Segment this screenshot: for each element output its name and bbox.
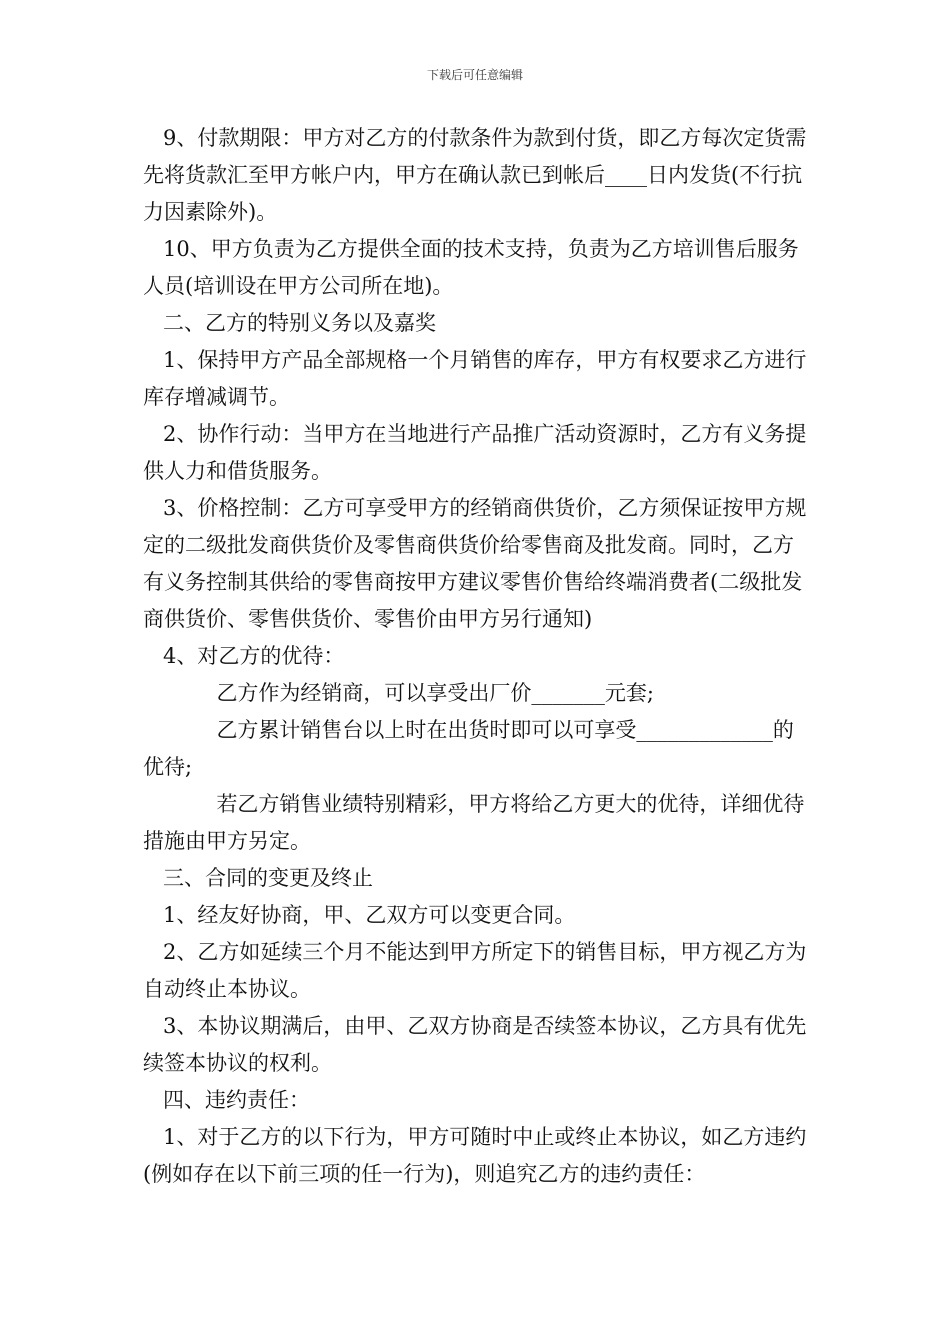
paragraph-breach: 1、对于乙方的以下行为，甲方可随时中止或终止本协议，如乙方违约(例如存在以下前三项的任一行为)，则追究乙方的违约责任： (143, 1125, 807, 1186)
paragraph-inventory: 1、保持甲方产品全部规格一个月销售的库存，甲方有权要求乙方进行库存增减调节。 (143, 348, 807, 409)
paragraph-excellent-performance: 若乙方销售业绩特别精彩，甲方将给乙方更大的优待，详细优待措施由甲方另定。 (143, 792, 805, 853)
section-heading-liability: 四、违约责任： (143, 1088, 311, 1112)
paragraph-technical-support: 10、甲方负责为乙方提供全面的技术支持，负责为乙方培训售后服务人员(培训设在甲方公司所在地)。 (143, 237, 799, 298)
paragraph-payment-terms: 9、付款期限：甲方对乙方的付款条件为款到付货，即乙方每次定货需先将货款汇至甲方帐户内，甲方在确认款已到帐后____日内发货(不行抗力因素除外)。 (143, 126, 807, 224)
section-heading-obligations: 二、乙方的特别义务以及嘉奖 (143, 311, 437, 335)
section-heading-change-termination: 三、合同的变更及终止 (143, 866, 374, 890)
paragraph-cooperation: 2、协作行动：当甲方在当地进行产品推广活动资源时，乙方有义务提供人力和借货服务。 (143, 422, 807, 483)
document-body (143, 120, 808, 1193)
paragraph-amendment: 1、经友好协商，甲、乙双方可以变更合同。 (143, 903, 576, 927)
paragraph-factory-price: 乙方作为经销商，可以享受出厂价_______元套; (143, 681, 655, 705)
paragraph-price-control: 3、价格控制：乙方可享受甲方的经销商供货价，乙方须保证按甲方规定的二级批发商供货价及零售商供货价给零售商及批发商。同时，乙方有义务控制其供给的零售商按甲方建议零售价售给终端消费者(二级批发商供货价、零售供货价、零售价由甲方另行通知) (143, 496, 807, 631)
paragraph-preferential-treatment: 4、对乙方的优待： (143, 644, 345, 668)
page-header: 下载后可任意编辑 (426, 68, 523, 82)
paragraph-renewal: 3、本协议期满后，由甲、乙双方协商是否续签本协议，乙方具有优先续签本协议的权利。 (143, 1014, 807, 1075)
paragraph-auto-termination: 2、乙方如延续三个月不能达到甲方所定下的销售目标，甲方视乙方为自动终止本协议。 (143, 940, 807, 1001)
paragraph-cumulative-sales: 乙方累计销售台以上时在出货时即可以可享受_____________的优待; (143, 718, 794, 779)
